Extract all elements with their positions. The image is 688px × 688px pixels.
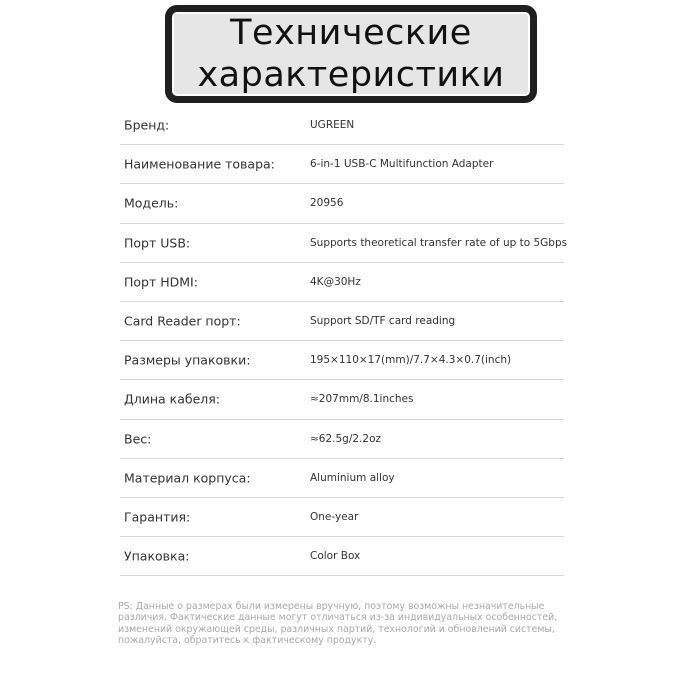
- spec-table: [120, 106, 568, 576]
- spec-label: Гарантия:: [124, 509, 191, 525]
- spec-label: Порт USB:: [124, 235, 191, 251]
- spec-value: ≈62.5g/2.2oz: [310, 432, 382, 445]
- spec-row-cable-length: [120, 380, 564, 419]
- spec-row-packaging: [120, 537, 564, 576]
- spec-label: Длина кабеля:: [124, 391, 221, 407]
- spec-value: Supports theoretical transfer rate of up to 5Gbps: [310, 236, 568, 249]
- spec-row-weight: [120, 420, 564, 459]
- spec-value: 4K@30Hz: [310, 275, 361, 288]
- spec-value: Color Box: [310, 550, 361, 563]
- spec-row-usb-port: [120, 224, 568, 263]
- title-banner: [165, 5, 537, 103]
- spec-label: Порт HDMI:: [124, 274, 198, 290]
- title-line-1: Технические: [230, 13, 472, 53]
- spec-row-warranty: [120, 498, 564, 537]
- spec-row-model: [120, 184, 564, 223]
- spec-value: Support SD/TF card reading: [310, 315, 456, 328]
- spec-row-package-size: [120, 341, 564, 380]
- spec-value: 195×110×17(mm)/7.7×4.3×0.7(inch): [310, 354, 512, 367]
- spec-row-brand: [120, 106, 564, 145]
- spec-label: Упаковка:: [124, 548, 190, 564]
- spec-label: Бренд:: [124, 117, 170, 133]
- spec-label: Card Reader порт:: [124, 313, 241, 329]
- spec-label: Вес:: [124, 431, 152, 447]
- spec-label: Размеры упаковки:: [124, 352, 251, 368]
- spec-value: ≈207mm/8.1inches: [310, 393, 414, 406]
- spec-label: Модель:: [124, 195, 179, 211]
- spec-label: Наименование товара:: [124, 156, 275, 172]
- spec-row-product-name: [120, 145, 564, 184]
- spec-row-hdmi-port: [120, 263, 564, 302]
- title-line-2: характеристики: [197, 55, 505, 95]
- spec-value: 6-in-1 USB-C Multifunction Adapter: [310, 158, 494, 171]
- spec-value: UGREEN: [310, 119, 355, 132]
- spec-value: 20956: [310, 197, 344, 210]
- disclaimer-note: PS: Данные о размерах были измерены вручную, поэтому возможны незначительные различия. Фактические данные могут отличаться из-за индивидуальных особенностей, изменений окружающей среды, различных партий, технологий и обновлений системы, пожалуйста, обратитесь к фактическому продукту.: [118, 601, 558, 646]
- spec-value: Aluminium alloy: [310, 471, 395, 484]
- spec-value: One-year: [310, 510, 359, 523]
- spec-row-housing-material: [120, 459, 564, 498]
- spec-label: Материал корпуса:: [124, 470, 251, 486]
- spec-row-card-reader: [120, 302, 564, 341]
